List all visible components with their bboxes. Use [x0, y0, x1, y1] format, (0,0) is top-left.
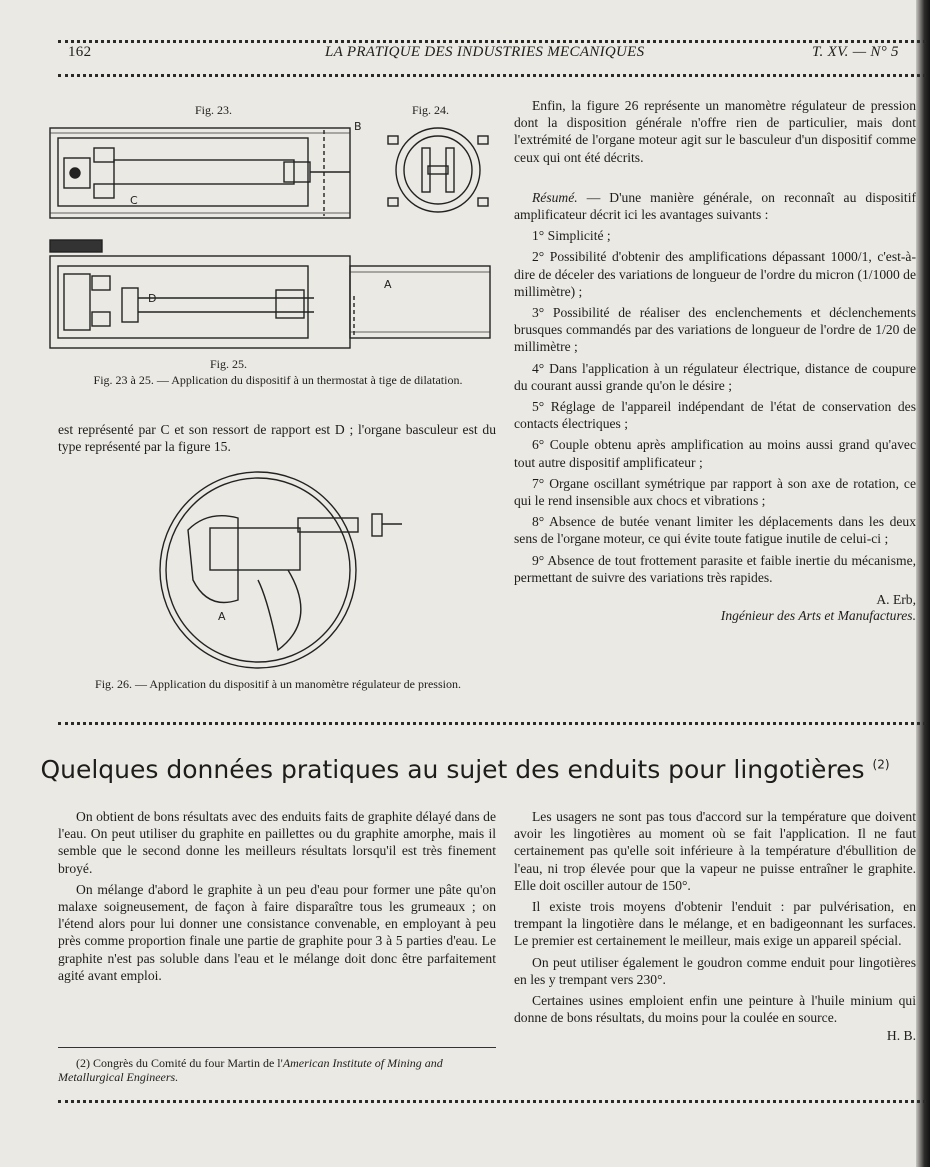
fig23-drawing: [44, 118, 364, 226]
article2-right-column: [514, 808, 916, 1044]
resume-item: 5° Réglage de l'appareil indépendant de l'état de conservation des contacts électriques ;: [514, 399, 916, 432]
fig26-letter-a: A: [218, 610, 226, 623]
resume-paragraph: [514, 189, 916, 223]
resume-item: 3° Possibilité de réaliser des enclenchements et déclenchements brusques commandés par des variations de longueur de l'ordre de 1/20 de millimètre ;: [514, 305, 916, 355]
resume-label: Résumé.: [532, 189, 578, 205]
header-bottom-rule: [58, 74, 926, 77]
article2-left-column: [58, 808, 496, 984]
resume-item: 9° Absence de tout frottement parasite et faible inertie du mécanisme, permettant de suivre des variations très rapides.: [514, 552, 916, 585]
author-name: A. Erb,: [876, 592, 916, 608]
article-title-note: (2): [872, 757, 890, 772]
footnote-text: Congrès du Comité du four Martin de l': [90, 1056, 283, 1070]
footnote-rule: [58, 1047, 496, 1048]
resume-item: 1° Simplicité ;: [532, 228, 611, 244]
article-title-text: Quelques données pratiques au sujet des enduits pour lingotières: [40, 755, 865, 784]
resume-text: — D'une manière générale, on reconnaît au dispositif amplificateur décrit ici les avantages suivants :: [514, 189, 916, 223]
footer-rule: [58, 1100, 926, 1103]
author-title: Ingénieur des Arts et Manufactures.: [720, 608, 916, 624]
fig23-25-caption: Fig. 23 à 25. — Application du dispositif à un thermostat à tige de dilatation.: [93, 373, 463, 387]
fig25-label: Fig. 25.: [210, 357, 248, 371]
fig26-caption: Fig. 26. — Application du dispositif à un manomètre régulateur de pression.: [95, 677, 461, 691]
resume-item: 8° Absence de butée venant limiter les déplacements dans les deux sens de l'organe moteur, ce qui évite toute fatigue inutile de celui-ci ;: [514, 514, 916, 547]
fig25-drawing: [44, 238, 494, 356]
continuation-paragraph: est représenté par C et son ressort de rapport est D ; l'organe basculeur est du type représenté par la figure 15.: [58, 422, 496, 455]
article2-right-paragraph: On peut utiliser également le goudron comme enduit pour lingotières en les y trempant vers 230°.: [514, 954, 916, 987]
page-edge-shadow: [916, 0, 930, 1167]
article2-right-paragraph: Il existe trois moyens d'obtenir l'enduit : par pulvérisation, en trempant la lingotière dans le mélange, et en badigeonnant les surfaces. Le premier est certainement le meilleur, mais exige un appareil spécial.: [514, 899, 916, 949]
resume-item: 4° Dans l'application à un régulateur électrique, distance de coupure du courant aussi grande qu'on le désire ;: [514, 360, 916, 393]
article2-left-paragraph: On obtient de bons résultats avec des enduits faits de graphite délayé dans de l'eau. On peut utiliser du graphite en paillettes ou du graphite amorphe, mais il semble que le second donne les meilleurs résultats lorsqu'il est très finement broyé.: [58, 809, 496, 876]
header-top-rule: [58, 40, 926, 43]
journal-title: LA PRATIQUE DES INDUSTRIES MECANIQUES: [325, 44, 645, 60]
left-continuation: [58, 421, 496, 455]
footnote: [58, 1056, 498, 1084]
page-number: 162: [68, 44, 92, 60]
resume-item: 2° Possibilité d'obtenir des amplifications dépassant 1000/1, c'est-à-dire de déceler des variations de longueur de l'ordre du micron (1/1000 de millimètre) ;: [514, 249, 916, 299]
fig26-drawing: [148, 470, 418, 670]
right-intro-paragraph: Enfin, la figure 26 représente un manomètre régulateur de pression dont la disposition générale n'offre rien de particulier, mais dont l'extrémité de l'organe moteur agit sur le basculeur d'un dispositif comme ceux qui ont été décrits.: [514, 98, 916, 165]
article2-right-paragraph: Certaines usines emploient enfin une peinture à l'huile minium qui donne de bons résultats, du moins pour la coulée en source.: [514, 993, 916, 1026]
article2-signature: H. B.: [886, 1028, 916, 1044]
fig24-label: Fig. 24.: [412, 103, 450, 117]
right-column: [514, 97, 916, 624]
fig25-letter-a: A: [384, 278, 392, 291]
fig24-drawing: [382, 118, 512, 218]
footnote-number: (2): [76, 1056, 90, 1070]
fig23-label: Fig. 23.: [195, 103, 233, 117]
fig25-letter-d: D: [148, 292, 157, 305]
article2-right-paragraph: Les usagers ne sont pas tous d'accord sur la température que doivent avoir les lingotières au moment où se fait l'application. Il ne faut certainement pas qu'elle soit inférieure à la température d'ébullition de l'eau, ni trop élevée pour que la vapeur ne puisse entraîner le graphite. Elle doit osciller autour de 150°.: [514, 809, 916, 893]
article-title: [0, 755, 930, 784]
fig23-letter-c: C: [130, 194, 138, 207]
footnote-italic: American Institute of Mining and Metallurgical Engineers.: [58, 1056, 443, 1084]
section-divider-rule: [58, 722, 926, 725]
fig23-letter-b: B: [354, 120, 362, 133]
resume-item: 7° Organe oscillant symétrique par rapport à son axe de rotation, ce qui le rend insensible aux chocs et vibrations ;: [514, 475, 916, 509]
issue-volume: T. XV. — N° 5: [812, 44, 899, 60]
article2-left-paragraph: On mélange d'abord le graphite à un peu d'eau pour former une pâte qu'on malaxe soigneusement, de façon à faire disparaître tous les grumeaux ; on l'étend alors pour lui donner une consistance convenable, en employant à peu près comme proportion finale une partie de graphite pour 3 à 5 parties d'eau. Le graphite n'est pas soluble dans l'eau et le mélange doit donc être parfaitement agité avant emploi.: [58, 881, 496, 983]
resume-item: 6° Couple obtenu après amplification au moins aussi grand qu'avec tout autre dispositif amplificateur ;: [514, 437, 916, 470]
